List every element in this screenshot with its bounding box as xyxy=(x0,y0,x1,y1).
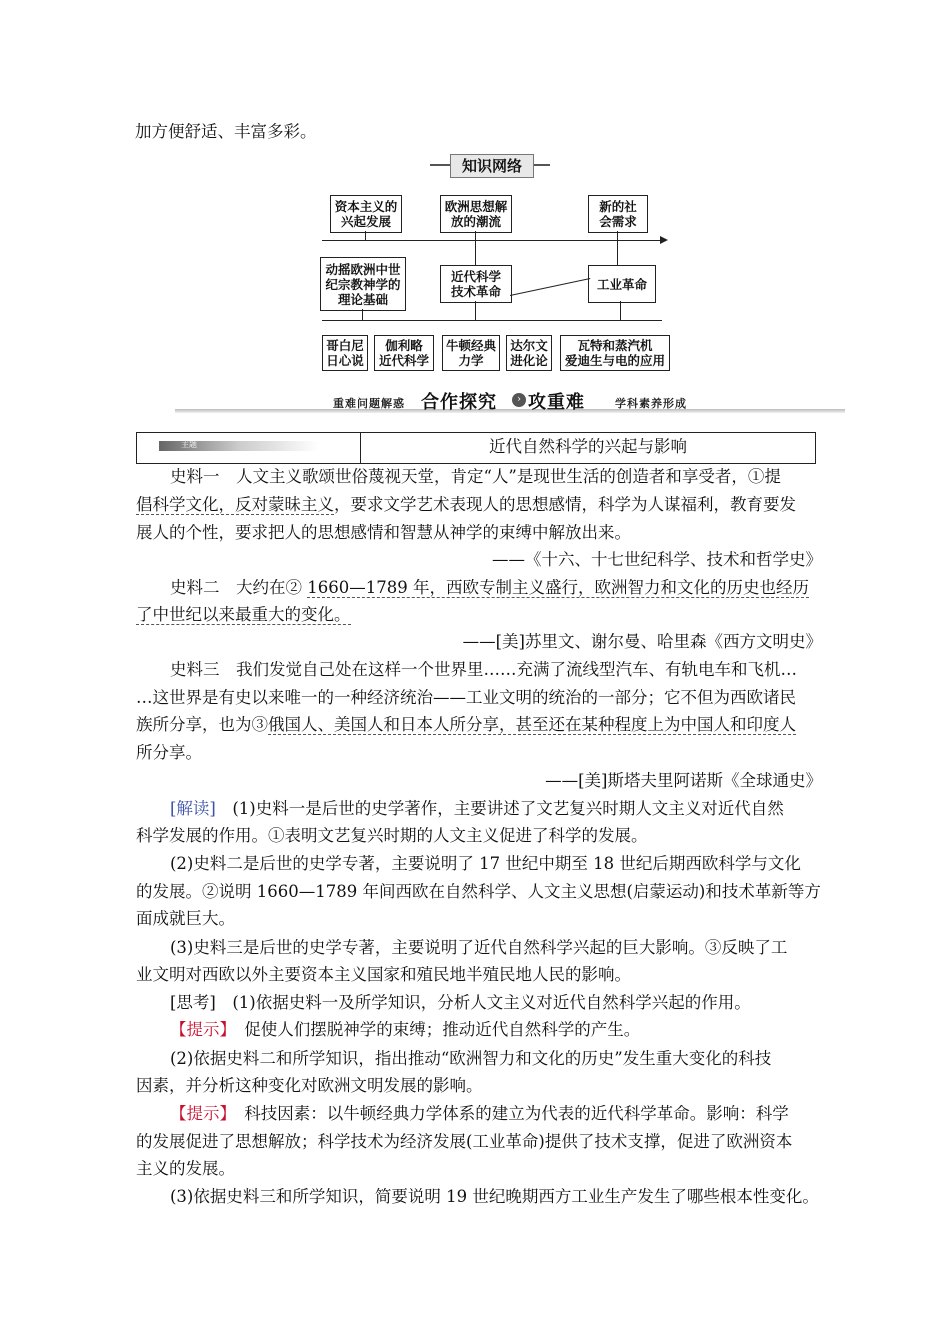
jiedu-line7: 业文明对西欧以外主要资本主义国家和殖民地半殖民地人民的影响。 xyxy=(136,965,631,984)
hint1-text: 促使人们摆脱神学的束缚；推动近代自然科学的产生。 xyxy=(227,1020,641,1039)
banner-right-label: 学科素养形成 xyxy=(615,397,687,410)
banner-shadow-line xyxy=(175,409,845,413)
topic-title: 近代自然科学的兴起与影响 xyxy=(489,437,687,456)
connector-3 xyxy=(617,231,618,265)
sikao-line1 xyxy=(170,992,751,1014)
source1-line2-rest: ，要求文学艺术表现人的思想感情，科学为人谋福利，教育要发 xyxy=(334,495,796,514)
connector-1 xyxy=(365,231,366,240)
jiedu-p1a: (1)史料一是后世的史学著作，主要讲述了文艺复兴时期人文主义对近代自然 xyxy=(215,799,784,818)
jiedu-line5: 面成就巨大。 xyxy=(136,909,235,928)
box-social-needs: 新的社 会需求 xyxy=(588,195,648,233)
jiedu-line2: 科学发展的作用。①表明文艺复兴时期的人文主义促进了科学的发展。 xyxy=(136,826,648,845)
box-shake-theology: 动摇欧洲中世 纪宗教神学的 理论基础 xyxy=(320,257,406,311)
source1-line1: 史料一 人文主义歌颂世俗蔑视天堂，肯定“人”是现世生活的创造者和享受者，①提 xyxy=(170,467,781,486)
sikao-q1: (1)依据史料一及所学知识，分析人文主义对近代自然科学兴起的作用。 xyxy=(215,993,751,1012)
connector-4 xyxy=(362,309,363,320)
connector-2 xyxy=(475,231,476,265)
connector-5 xyxy=(475,301,476,320)
source2-prefix: 史料二 大约在② xyxy=(170,578,308,597)
knowledge-network-diagram xyxy=(300,150,680,385)
source1-line3: 展人的个性，要求把人的思想感情和智慧从神学的束缚中解放出来。 xyxy=(136,523,631,542)
box-copernicus: 哥白尼 日心说 xyxy=(322,335,368,371)
diagram-bottom-line xyxy=(322,320,662,321)
source3-prefix: 族所分享，也为③ xyxy=(136,715,268,734)
hint1-line xyxy=(170,1019,640,1041)
connector-6 xyxy=(620,301,621,320)
source3-line3 xyxy=(136,714,796,736)
sikao-q3: (3)依据史料三和所学知识，简要说明 19 世纪晚期西方工业生产发生了哪些根本性变化。 xyxy=(170,1187,819,1206)
intro-tail-text: 加方便舒适、丰富多彩。 xyxy=(135,122,317,141)
banner-arrow-icon: › xyxy=(512,393,526,407)
source2-line2 xyxy=(136,604,351,626)
jiedu-line6: (3)史料三是后世的史学专著，主要说明了近代自然科学兴起的巨大影响。③反映了工 xyxy=(170,938,788,957)
hint2-line3: 主义的发展。 xyxy=(136,1159,235,1178)
hint1-tag: 【提示】 xyxy=(170,1020,228,1039)
topic-tag-label: 主题 xyxy=(181,440,197,449)
arrow-sci-to-industry xyxy=(510,278,590,296)
box-thought-liberation: 欧洲思想解 放的潮流 xyxy=(440,195,512,233)
diagram-main-arrow-line xyxy=(322,240,662,241)
source3-citation: ——[美]斯塔夫里阿诺斯《全球通史》 xyxy=(545,771,822,790)
source3-line2: …这世界是有史以来唯一的一种经济统治——工业文明的统治的一部分；它不但为西欧诸民 xyxy=(136,688,796,707)
sikao-q2-line2: 因素，并分析这种变化对欧洲文明发展的影响。 xyxy=(136,1076,483,1095)
banner-subtitle: 攻重难 xyxy=(528,392,585,413)
topic-table xyxy=(136,432,816,464)
hint2-text: 科技因素：以牛顿经典力学体系的建立为代表的近代科学革命。影响：科学 xyxy=(227,1104,789,1123)
hint2-tag: 【提示】 xyxy=(170,1104,228,1123)
source2-citation: ——[美]苏里文、谢尔曼、哈里森《西方文明史》 xyxy=(462,632,822,651)
section-banner xyxy=(175,388,845,418)
box-galileo: 伽利略 近代科学 xyxy=(374,335,434,371)
box-darwin: 达尔文 进化论 xyxy=(506,335,552,371)
box-industrial-revolution: 工业革命 xyxy=(588,265,656,303)
source2-underlined-2: 了中世纪以来最重大的变化。 xyxy=(136,605,351,624)
source1-citation: ——《十六、十七世纪科学、技术和哲学史》 xyxy=(492,550,822,569)
source3-line1: 史料三 我们发觉自己处在这样一个世界里……充满了流线型汽车、有轨电车和飞机… xyxy=(170,660,797,679)
topic-tag xyxy=(159,441,319,451)
box-newton: 牛顿经典 力学 xyxy=(442,335,500,371)
sikao-tag: [思考] xyxy=(170,993,216,1012)
source3-underlined: 俄国人、美国人和日本人所分享，甚至还在某种程度上为中国人和印度人 xyxy=(268,715,796,734)
banner-left-label: 重难问题解惑 xyxy=(333,397,405,410)
topic-tag-cell xyxy=(137,433,361,463)
jiedu-line3: (2)史料二是后世的史学专著，主要说明了 17 世纪中期至 18 世纪后期西欧科学与文化 xyxy=(170,854,801,873)
jiedu-line1 xyxy=(170,798,784,820)
box-capitalism-rise: 资本主义的 兴起发展 xyxy=(330,195,402,233)
hint2-line2: 的发展促进了思想解放；科学技术为经济发展(工业革命)提供了技术支撑，促进了欧洲资本 xyxy=(136,1132,793,1151)
box-watt-edison: 瓦特和蒸汽机 爱迪生与电的应用 xyxy=(560,335,670,371)
jiedu-line4: 的发展。②说明 1660—1789 年间西欧在自然科学、人文主义思想(启蒙运动)和技术革新等方 xyxy=(136,882,821,901)
source1-line2 xyxy=(136,494,796,516)
jiedu-tag: [解读] xyxy=(170,799,216,818)
source2-underlined: 1660—1789 年，西欧专制主义盛行，欧洲智力和文化的历史也经历 xyxy=(307,578,809,597)
box-sci-tech-revolution: 近代科学 技术革命 xyxy=(440,265,512,303)
hint2-line1 xyxy=(170,1103,789,1125)
source2-line1 xyxy=(170,577,809,599)
arrow-right-icon xyxy=(660,236,668,244)
source1-underlined: 倡科学文化，反对蒙昧主义 xyxy=(136,495,334,514)
sikao-q2-line1: (2)依据史料二和所学知识，指出推动“欧洲智力和文化的历史”发生重大变化的科技 xyxy=(170,1049,772,1068)
diagram-title: 知识网络 xyxy=(450,154,534,178)
banner-title: 合作探究 xyxy=(421,392,497,413)
source3-line4: 所分享。 xyxy=(136,743,202,762)
